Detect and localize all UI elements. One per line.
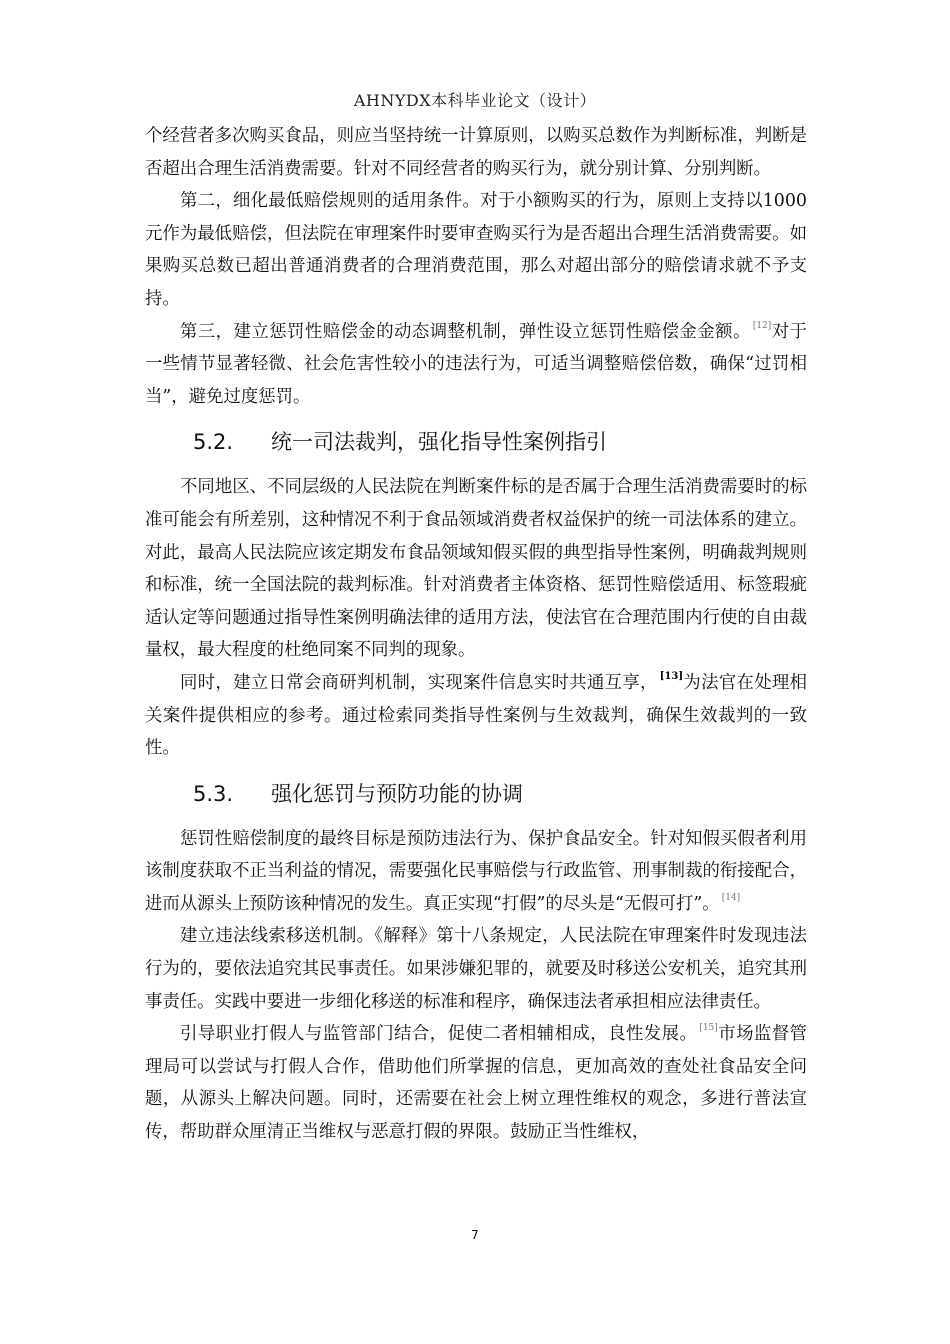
paragraph-prevention-goal bbox=[145, 823, 807, 921]
paragraph-text: 第三，建立惩罚性赔偿金的动态调整机制，弹性设立惩罚性赔偿金金额。 bbox=[180, 321, 751, 342]
page-number: 7 bbox=[471, 1228, 479, 1242]
section-heading-5-3 bbox=[145, 771, 807, 817]
citation-ref-12: [12] bbox=[752, 320, 772, 331]
citation-ref-15: [15] bbox=[699, 1023, 718, 1034]
paragraph-referral-mechanism: 建立违法线索移送机制。《解释》第十八条规定，人民法院在审理案件时发现违法行为的，要依法追究其民事责任。如果涉嫌犯罪的，就要及时移送公安机关，追究其刑事责任。实践中要进一步细化移送的标准和程序，确保违法者承担相应法律责任。 bbox=[145, 926, 807, 1012]
paragraph-text: 惩罚性赔偿制度的最终目标是预防违法行为、保护食品安全。针对知假买假者利用该制度获取不正当利益的情况，需要强化民事赔偿与行政监管、刑事制裁的衔接配合，进而从源头上预防该种情况的发生。真正实现“打假”的尽头是“无假可打”。 bbox=[145, 828, 807, 914]
paragraph-second-point: 第二，细化最低赔偿规则的适用条件。对于小额购买的行为，原则上支持以1000 元作为最低赔偿，但法院在审理案件时要审查购买行为是否超出合理生活消费需要。如果购买总数已超出普通消费者的合理消费范围，那么对超出部分的赔偿请求就不予支持。 bbox=[145, 191, 807, 309]
paragraph-professional-counterfeit-hunters bbox=[145, 1018, 807, 1148]
paragraph-text: 市场监督管理局可以尝试与打假人合作，借助他们所掌握的信息，更加高效的查处社食品安全问题，从源头上解决问题。同时，还需要在社会上树立理性维权的观念，多进行普法宣传，帮助群众厘清正当维权与恶意打假的界限。鼓励正当性维权， bbox=[145, 1024, 807, 1143]
paragraph-text: 对于一些情节显著轻微、社会危害性较小的违法行为，可适当调整赔偿倍数，确保“过罚相当”，避免过度惩罚。 bbox=[145, 321, 807, 407]
paragraph-consultation-mechanism bbox=[145, 667, 807, 765]
paragraph-text: 同时，建立日常会商研判机制，实现案件信息实时共通互享， bbox=[180, 672, 658, 693]
paragraph-continuation: 个经营者多次购买食品，则应当坚持统一计算原则，以购买总数作为判断标准，判断是否超出合理生活消费需要。针对不同经营者的购买行为，就分别计算、分别判断。 bbox=[145, 126, 807, 179]
citation-ref-14: [14] bbox=[721, 892, 741, 903]
section-heading-5-2 bbox=[145, 419, 807, 465]
running-header: AHNYDX本科毕业论文（设计） bbox=[353, 91, 597, 110]
page-content bbox=[145, 120, 807, 1149]
paragraph-third-point bbox=[145, 316, 807, 414]
paragraph-text: 引导职业打假人与监管部门结合，促使二者相辅相成，良性发展。 bbox=[180, 1024, 698, 1045]
paragraph-text: 为法官在处理相关案件提供相应的参考。通过检索同类指导性案例与生效裁判，确保生效裁判的一致性。 bbox=[145, 672, 807, 759]
citation-ref-13: [13] bbox=[659, 670, 684, 682]
paragraph-judicial-standards: 不同地区、不同层级的人民法院在判断案件标的是否属于合理生活消费需要时的标准可能会有所差别，这种情况不利于食品领域消费者权益保护的统一司法体系的建立。对此，最高人民法院应该定期发布食品领域知假买假的典型指导性案例，明确裁判规则和标准，统一全国法院的裁判标准。针对消费者主体资格、惩罚性赔偿适用、标签瑕疵适认定等问题通过指导性案例明确法律的适用方法，使法官在合理范围内行使的自由裁量权，最大程度的杜绝同案不同判的现象。 bbox=[145, 477, 807, 661]
section-number: 5.2. bbox=[193, 430, 234, 455]
section-title: 强化惩罚与预防功能的协调 bbox=[271, 781, 523, 806]
section-title: 统一司法裁判，强化指导性案例指引 bbox=[271, 430, 607, 455]
section-number: 5.3. bbox=[193, 781, 234, 806]
